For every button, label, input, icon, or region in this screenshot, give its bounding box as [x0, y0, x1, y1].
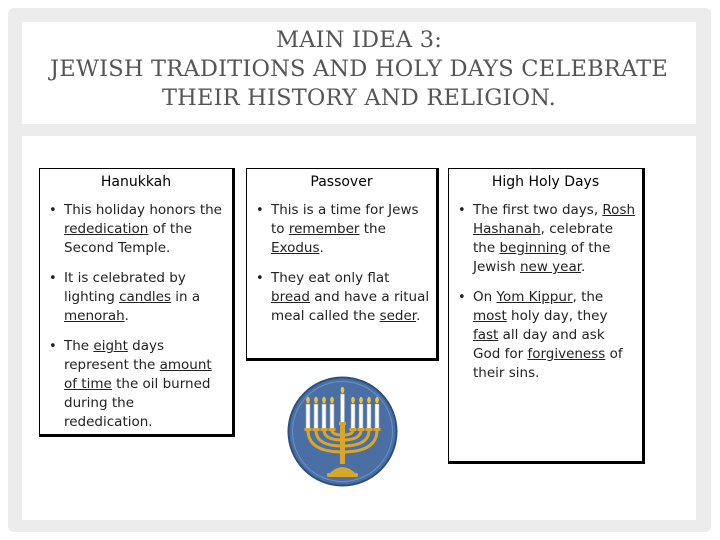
bullet-list	[40, 201, 232, 432]
key-term: Exodus	[271, 240, 320, 256]
title-line-1: MAIN IDEA 3:	[275, 27, 443, 53]
key-term: beginning	[499, 240, 567, 256]
bullet-text: holy day, they	[506, 308, 608, 324]
bullet-item	[271, 269, 430, 326]
key-term: seder	[379, 308, 417, 324]
bullet-text: , celebrate the	[473, 221, 614, 256]
key-term: rededication	[64, 221, 149, 237]
menorah-icon	[285, 374, 400, 489]
slide-title	[22, 26, 696, 113]
bullet-text: On	[473, 289, 497, 305]
bullet-text: all day and ask God for	[473, 327, 605, 362]
key-term: new year	[519, 259, 582, 275]
bullet-text: They eat only flat	[271, 270, 390, 286]
key-term: forgiveness	[527, 346, 606, 362]
bullet-item	[473, 288, 636, 383]
title-line-3: THEIR HISTORY AND RELIGION.	[161, 85, 557, 111]
bullet-text: The	[64, 338, 94, 354]
column-hanukkah	[39, 168, 235, 437]
key-term: remember	[288, 221, 360, 237]
bullet-text: the	[359, 221, 386, 237]
bullet-text: .	[581, 259, 586, 275]
bullet-list	[449, 201, 642, 383]
bullet-list	[247, 201, 436, 326]
key-term: Yom Kippur	[496, 289, 573, 305]
column-passover	[246, 168, 439, 361]
bullet-item	[473, 201, 636, 277]
bullet-text: of the Second Temple.	[64, 221, 193, 256]
bullet-item	[64, 269, 226, 326]
bullet-item	[64, 201, 226, 258]
title-line-2: JEWISH TRADITIONS AND HOLY DAYS CELEBRATE	[50, 56, 668, 82]
bullet-text: .	[416, 308, 421, 324]
key-term: bread	[271, 289, 310, 305]
key-term: fast	[473, 327, 499, 343]
key-term: menorah	[64, 308, 125, 324]
column-heading: High Holy Days	[491, 174, 600, 190]
column-heading: Hanukkah	[100, 174, 172, 190]
bullet-text: It is celebrated by lighting	[64, 270, 186, 305]
menorah-icon	[285, 374, 400, 489]
bullet-text: in a	[171, 289, 201, 305]
bullet-text: .	[124, 308, 129, 324]
bullet-text: This holiday honors the	[64, 202, 222, 218]
key-term: eight	[93, 338, 128, 354]
bullet-text: the oil burned during the rededication.	[64, 376, 211, 430]
bullet-text: of their sins.	[473, 346, 623, 381]
bullet-item	[64, 337, 226, 432]
column-heading: Passover	[310, 174, 373, 190]
bullet-text: and have a ritual meal called the	[271, 289, 430, 324]
bullet-text: of the Jewish	[473, 240, 611, 275]
bullet-text: days represent the	[64, 338, 165, 373]
key-term: Rosh Hashanah	[473, 202, 636, 237]
key-term: most	[473, 308, 507, 324]
bullet-text: , the	[572, 289, 604, 305]
bullet-text: The first two days,	[473, 202, 603, 218]
column-high-holy-days	[448, 168, 645, 464]
key-term: amount of time	[64, 357, 212, 392]
bullet-text: This is a time for Jews to	[271, 202, 419, 237]
bullet-text: .	[319, 240, 324, 256]
bullet-item	[271, 201, 430, 258]
key-term: candles	[119, 289, 172, 305]
